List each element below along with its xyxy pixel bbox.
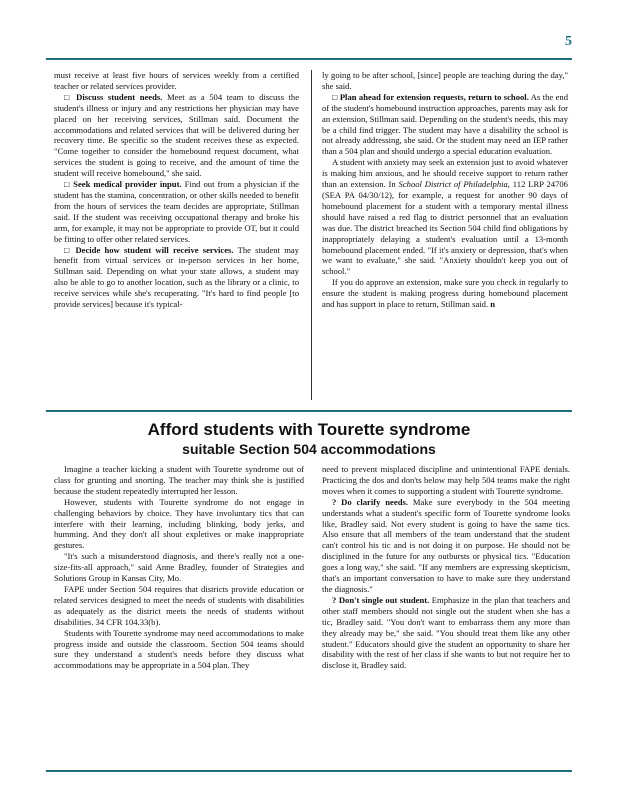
bullet-icon: □ [64,244,76,255]
article-headline [46,420,572,458]
paragraph: ? Don't single out student. Emphasize in the plan that teachers and other staff members should not single out the student when she has a tic, Bradley said. "You don't want to embarrass them any more than they already may be," she said. "You should treat them like any other student." Educators should give the student an opportunity to share her disability with the rest of her class if she wants to but not require her to disclose it, Bradley said. [322,594,571,671]
paragraph: ly going to be after school, [since] people are teaching during the day," she said. [322,70,568,91]
top-rule [46,58,572,60]
headline-line-1: Afford students with Tourette syndrome [147,420,471,439]
paragraph: □ Seek medical provider input. Find out from a physician if the student has the stamina, concentration, or other skills needed to benefit from the hours of services the team decides are appropriate, Stillman said. If the student was receiving occupational therapy and broke his arm, for example, it may not be appropriate to provide OT, but it could be fitting to offer other related services. [54,179,299,244]
top-left-column [54,70,299,310]
paragraph: A student with anxiety may seek an extension just to avoid whatever is making him anxious, and he should receive support to return rather than an extension. In School District of Philadelphia, 112 LRP 24706 (SEA PA 04/30/12), for example, a request for another 90 days of homebound placement for a student with a temporary mental illness should have raised a red flag to district personnel that an evaluation was due. The district breached its Section 504 child find obligations by inappropriately delaying a student's evaluation until a 13-month homebound placement ended. "If it's anxiety or depression, that's when we want to evaluate," she said. "Anxiety shouldn't keep you out of school." [322,157,568,277]
paragraph: "It's such a misunderstood diagnosis, and there's really not a one-size-fits-all approach," said Anne Bradley, founder of Strategies and Solutions Group in Kansas City, Mo. [54,551,304,584]
bottom-rule [46,770,572,772]
column-divider [311,70,312,400]
bullet-icon: □ [332,91,340,102]
paragraph: Imagine a teacher kicking a student with Tourette syndrome out of class for grunting and snorting. The teacher may think she is justified because the student repeatedly interrupted her lesson. [54,464,304,496]
paragraph: FAPE under Section 504 requires that districts provide education or related services designed to meet the needs of students with disabilities as adequately as the district meets the needs of students without disabilities. 34 CFR 104.33(b). [54,583,304,627]
page-number: 5 [565,34,572,49]
paragraph: must receive at least five hours of services weekly from a certified teacher or related services provider. [54,70,299,91]
bullet-icon: □ [64,91,77,102]
end-mark: n [490,299,496,310]
headline-line-2: suitable Section 504 accommodations [182,441,436,457]
paragraph: □ Decide how student will receive services. The student may benefit from virtual services or in-person services in her home, Stillman said. Depending on what your state allows, a student may also be able to go to another location, such as the library or a clinic, to receive services while she's recuperating. "It's hard to find people [to provide services] because it's typical- [54,244,299,310]
paragraph: need to prevent misplaced discipline and unintentional FAPE denials. Practicing the dos and don'ts below may help 504 teams make the right moves when it comes to supporting a student with Tourette syndrome. [322,464,570,496]
top-right-column [322,70,568,310]
bottom-left-column [54,464,304,671]
paragraph: Students with Tourette syndrome may need accommodations to make progress inside and outside the classroom. Section 504 teams should sure they understand a student's needs before they discuss what accommodations may be appropriate in a 504 plan. They [54,627,304,671]
bottom-right-column [322,464,570,671]
paragraph: □ Discuss student needs. Meet as a 504 team to discuss the student's illness or injury and any restrictions her physician may have placed on her receiving services, Stillman said. Document the accommodations and related services that will be delivered during her recovery time. Be specific so the student receives these as expected. "Come together to consider the homebound request document, what services the student is going to receive, and the amount of time the student will receive homebound," she said. [54,91,300,179]
section-rule [46,410,572,412]
bullet-icon: □ [64,179,74,190]
paragraph: ? Do clarify needs. Make sure everybody in the 504 meeting understands what a student's specific form of Tourette syndrome looks like, Bradley said. Not every student is going to have the same tics. Also ensure that all members of the team understand that the student can't control his tic and is not doing it on purpose. He should not be disciplined in the future for any outbursts or physical tics. "Education goes a long way," she said. "If any members are expressing skepticism, that's an important conversation to have to make sure they understand the diagnosis." [322,496,570,594]
paragraph: However, students with Tourette syndrome do not engage in challenging behaviors by choice. They have involuntary tics that can interfere with their learning, including blinking, body jerks, and humming. And they don't all shout expletives or make inappropriate gestures. [54,496,304,551]
paragraph: □ Plan ahead for extension requests, return to school. As the end of the student's homebound instruction approaches, parents may ask for an extension, Stillman said. Depending on the student's needs, this may be a child find trigger. The student may have a disability the school is not already addressing, she said. Or the student may need an IEP rather than a 504 plan and should undergo a special education evaluation. [322,91,568,157]
paragraph: If you do approve an extension, make sure you check in regularly to ensure the student is making progress during homebound placement and has support in place to return, Stillman said. n [322,277,568,310]
